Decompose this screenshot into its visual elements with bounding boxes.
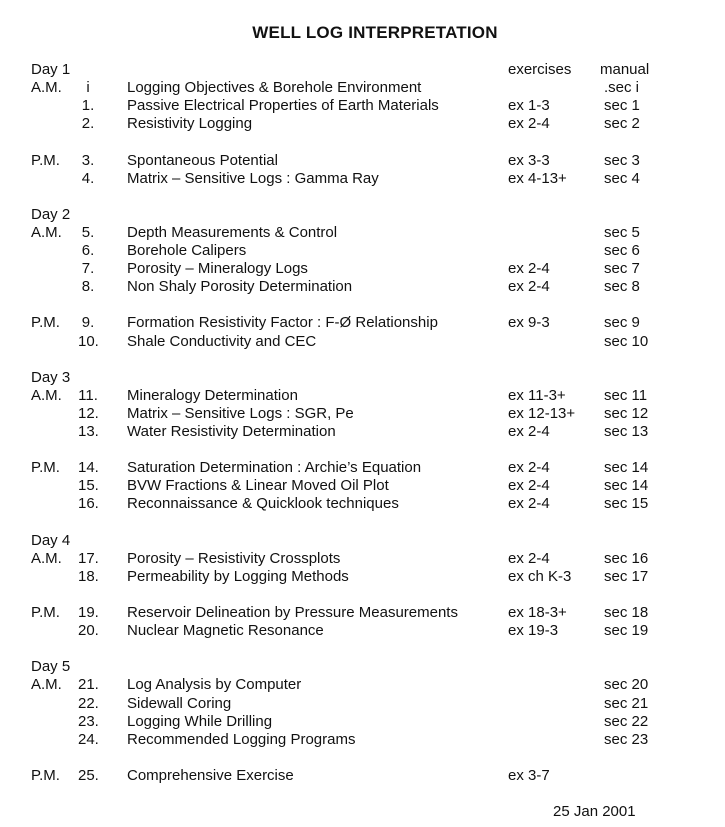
schedule-row (0, 278, 725, 296)
exercise-ref: ex 19-3 (508, 622, 559, 640)
topic-title: Permeability by Logging Methods (127, 567, 349, 585)
schedule-row (0, 495, 725, 513)
schedule-row (0, 604, 725, 622)
session-label: P.M. (31, 314, 60, 332)
session-label: P.M. (31, 459, 60, 477)
exercise-ref: ex 1-3 (508, 97, 550, 115)
topic-title: Matrix – Sensitive Logs : SGR, Pe (127, 404, 354, 422)
session-label: A.M. (31, 79, 62, 97)
topic-number: 1. (81, 97, 95, 115)
topic-title: Water Resistivity Determination (127, 423, 336, 440)
day-title: Day 1 (31, 61, 71, 78)
topic-title: Porosity – Resistivity Crossplots (127, 549, 341, 567)
day-heading (0, 532, 725, 550)
day-title: Day 5 (31, 658, 71, 676)
day-title: Day 2 (31, 205, 71, 223)
topic-title: Spontaneous Potential (127, 151, 278, 169)
manual-section: sec 21 (604, 694, 649, 712)
topic-number: 9. (81, 314, 95, 332)
day-heading (0, 206, 725, 224)
schedule-row (0, 622, 725, 640)
manual-section: sec 9 (604, 314, 640, 332)
topic-title: Resistivity Logging (127, 115, 253, 133)
topic-number: 17. (78, 549, 99, 567)
exercise-ref: ex 2-4 (508, 459, 550, 477)
topic-title: Porosity – Mineralogy Logs (127, 260, 308, 278)
topic-number: 22. (78, 694, 99, 712)
day-heading (0, 658, 725, 676)
schedule-row (0, 713, 725, 731)
topic-number: 3. (81, 151, 95, 169)
topic-title: Mineralogy Determination (127, 386, 298, 404)
topic-title: Recommended Logging Programs (127, 730, 356, 748)
schedule-row (0, 170, 725, 188)
exercise-ref: ex 3-7 (508, 766, 550, 784)
topic-title: Reservoir Delineation by Pressure Measurements (127, 604, 458, 621)
manual-section: sec 5 (604, 223, 640, 241)
session-label: P.M. (31, 766, 60, 784)
topic-title: Matrix – Sensitive Logs : Gamma Ray (127, 169, 379, 187)
topic-number: 25. (78, 766, 99, 784)
manual-section: sec 17 (604, 567, 649, 585)
manual-section: .sec i (604, 79, 640, 97)
schedule-row (0, 260, 725, 278)
topic-number: 8. (81, 278, 95, 296)
topic-title: Formation Resistivity Factor : F-Ø Relationship (127, 314, 438, 332)
schedule-row (0, 152, 725, 170)
manual-section: sec 7 (604, 260, 640, 278)
manual-section: sec 12 (604, 404, 649, 422)
manual-section: sec 2 (604, 115, 640, 133)
schedule-row (0, 79, 725, 97)
topic-number: 6. (81, 242, 95, 259)
session-label: A.M. (31, 676, 62, 694)
topic-number: 15. (78, 477, 99, 495)
topic-number: 13. (78, 423, 99, 440)
manual-section: sec 11 (604, 386, 648, 404)
manual-section: sec 10 (604, 332, 649, 350)
schedule-row (0, 767, 725, 785)
schedule-row (0, 695, 725, 713)
exercise-ref: ex 12-13+ (508, 404, 576, 422)
schedule-row (0, 97, 725, 115)
topic-number: 14. (78, 459, 99, 477)
exercise-ref: ex 2-4 (508, 115, 550, 133)
manual-section: sec 23 (604, 730, 649, 748)
session-label: P.M. (31, 604, 60, 621)
manual-section: sec 4 (604, 169, 640, 187)
session-label: A.M. (31, 549, 62, 567)
schedule-row (0, 115, 725, 133)
schedule-row (0, 550, 725, 568)
topic-number: 11. (78, 386, 98, 404)
day-title: Day 3 (31, 368, 71, 386)
manual-section: sec 1 (604, 97, 640, 115)
topic-title: Logging Objectives & Borehole Environment (127, 79, 422, 97)
topic-title: Non Shaly Porosity Determination (127, 278, 353, 296)
exercise-ref: ex 18-3+ (508, 604, 567, 621)
manual-section: sec 14 (604, 477, 649, 495)
manual-section: sec 8 (604, 278, 640, 296)
manual-section: sec 22 (604, 712, 649, 730)
session-label: A.M. (31, 223, 62, 241)
exercise-ref: ex 2-4 (508, 477, 550, 495)
manual-column-header: manual (600, 61, 650, 78)
topic-title: Borehole Calipers (127, 242, 247, 259)
schedule-row (0, 423, 725, 441)
topic-title: Comprehensive Exercise (127, 766, 294, 784)
topic-number: 23. (78, 712, 99, 730)
exercise-ref: ex 11-3+ (508, 386, 566, 404)
manual-section: sec 18 (604, 604, 649, 621)
topic-number: 20. (78, 622, 99, 640)
topic-title: Logging While Drilling (127, 712, 273, 730)
topic-number: i (86, 79, 90, 97)
exercise-ref: ex 4-13+ (508, 169, 567, 187)
day-heading (0, 61, 725, 79)
topic-number: 18. (78, 567, 99, 585)
exercises-column-header: exercises (508, 61, 572, 78)
topic-title: Saturation Determination : Archie’s Equation (127, 459, 422, 477)
schedule-row (0, 568, 725, 586)
day-heading (0, 369, 725, 387)
page-title: WELL LOG INTERPRETATION (252, 23, 498, 42)
topic-number: 21. (78, 676, 99, 694)
topic-title: Log Analysis by Computer (127, 676, 302, 694)
schedule-row (0, 405, 725, 423)
exercise-ref: ex 2-4 (508, 495, 550, 513)
schedule-row (0, 477, 725, 495)
topic-title: Reconnaissance & Quicklook techniques (127, 495, 399, 513)
exercise-ref: ex 3-3 (508, 151, 550, 169)
topic-number: 10. (78, 332, 99, 350)
schedule-row (0, 224, 725, 242)
topic-number: 4. (81, 169, 95, 187)
manual-section: sec 16 (604, 549, 649, 567)
topic-number: 2. (81, 115, 95, 133)
topic-title: BVW Fractions & Linear Moved Oil Plot (127, 477, 389, 495)
topic-number: 7. (81, 260, 95, 278)
exercise-ref: ex 2-4 (508, 278, 550, 296)
document-date: 25 Jan 2001 (553, 803, 636, 820)
session-label: P.M. (31, 151, 60, 169)
schedule-row (0, 333, 725, 351)
day-title: Day 4 (31, 531, 71, 549)
exercise-ref: ex ch K-3 (508, 567, 572, 585)
topic-title: Shale Conductivity and CEC (127, 332, 317, 350)
topic-number: 12. (78, 404, 99, 422)
schedule-row (0, 242, 725, 260)
schedule-row (0, 731, 725, 749)
manual-section: sec 13 (604, 423, 649, 440)
exercise-ref: ex 9-3 (508, 314, 550, 332)
topic-title: Passive Electrical Properties of Earth Materials (127, 97, 439, 115)
manual-section: sec 15 (604, 495, 649, 513)
topic-number: 19. (78, 604, 99, 621)
schedule-row (0, 387, 725, 405)
topic-number: 24. (78, 730, 99, 748)
topic-number: 5. (81, 223, 95, 241)
topic-title: Sidewall Coring (127, 694, 232, 712)
topic-title: Depth Measurements & Control (127, 223, 338, 241)
manual-section: sec 3 (604, 151, 640, 169)
manual-section: sec 19 (604, 622, 649, 640)
exercise-ref: ex 2-4 (508, 423, 550, 440)
exercise-ref: ex 2-4 (508, 549, 550, 567)
topic-number: 16. (78, 495, 99, 513)
schedule-row (0, 459, 725, 477)
session-label: A.M. (31, 386, 62, 404)
manual-section: sec 6 (604, 242, 640, 259)
manual-section: sec 20 (604, 676, 649, 694)
schedule-row (0, 676, 725, 694)
topic-title: Nuclear Magnetic Resonance (127, 622, 324, 640)
exercise-ref: ex 2-4 (508, 260, 550, 278)
schedule-row (0, 314, 725, 332)
manual-section: sec 14 (604, 459, 649, 477)
